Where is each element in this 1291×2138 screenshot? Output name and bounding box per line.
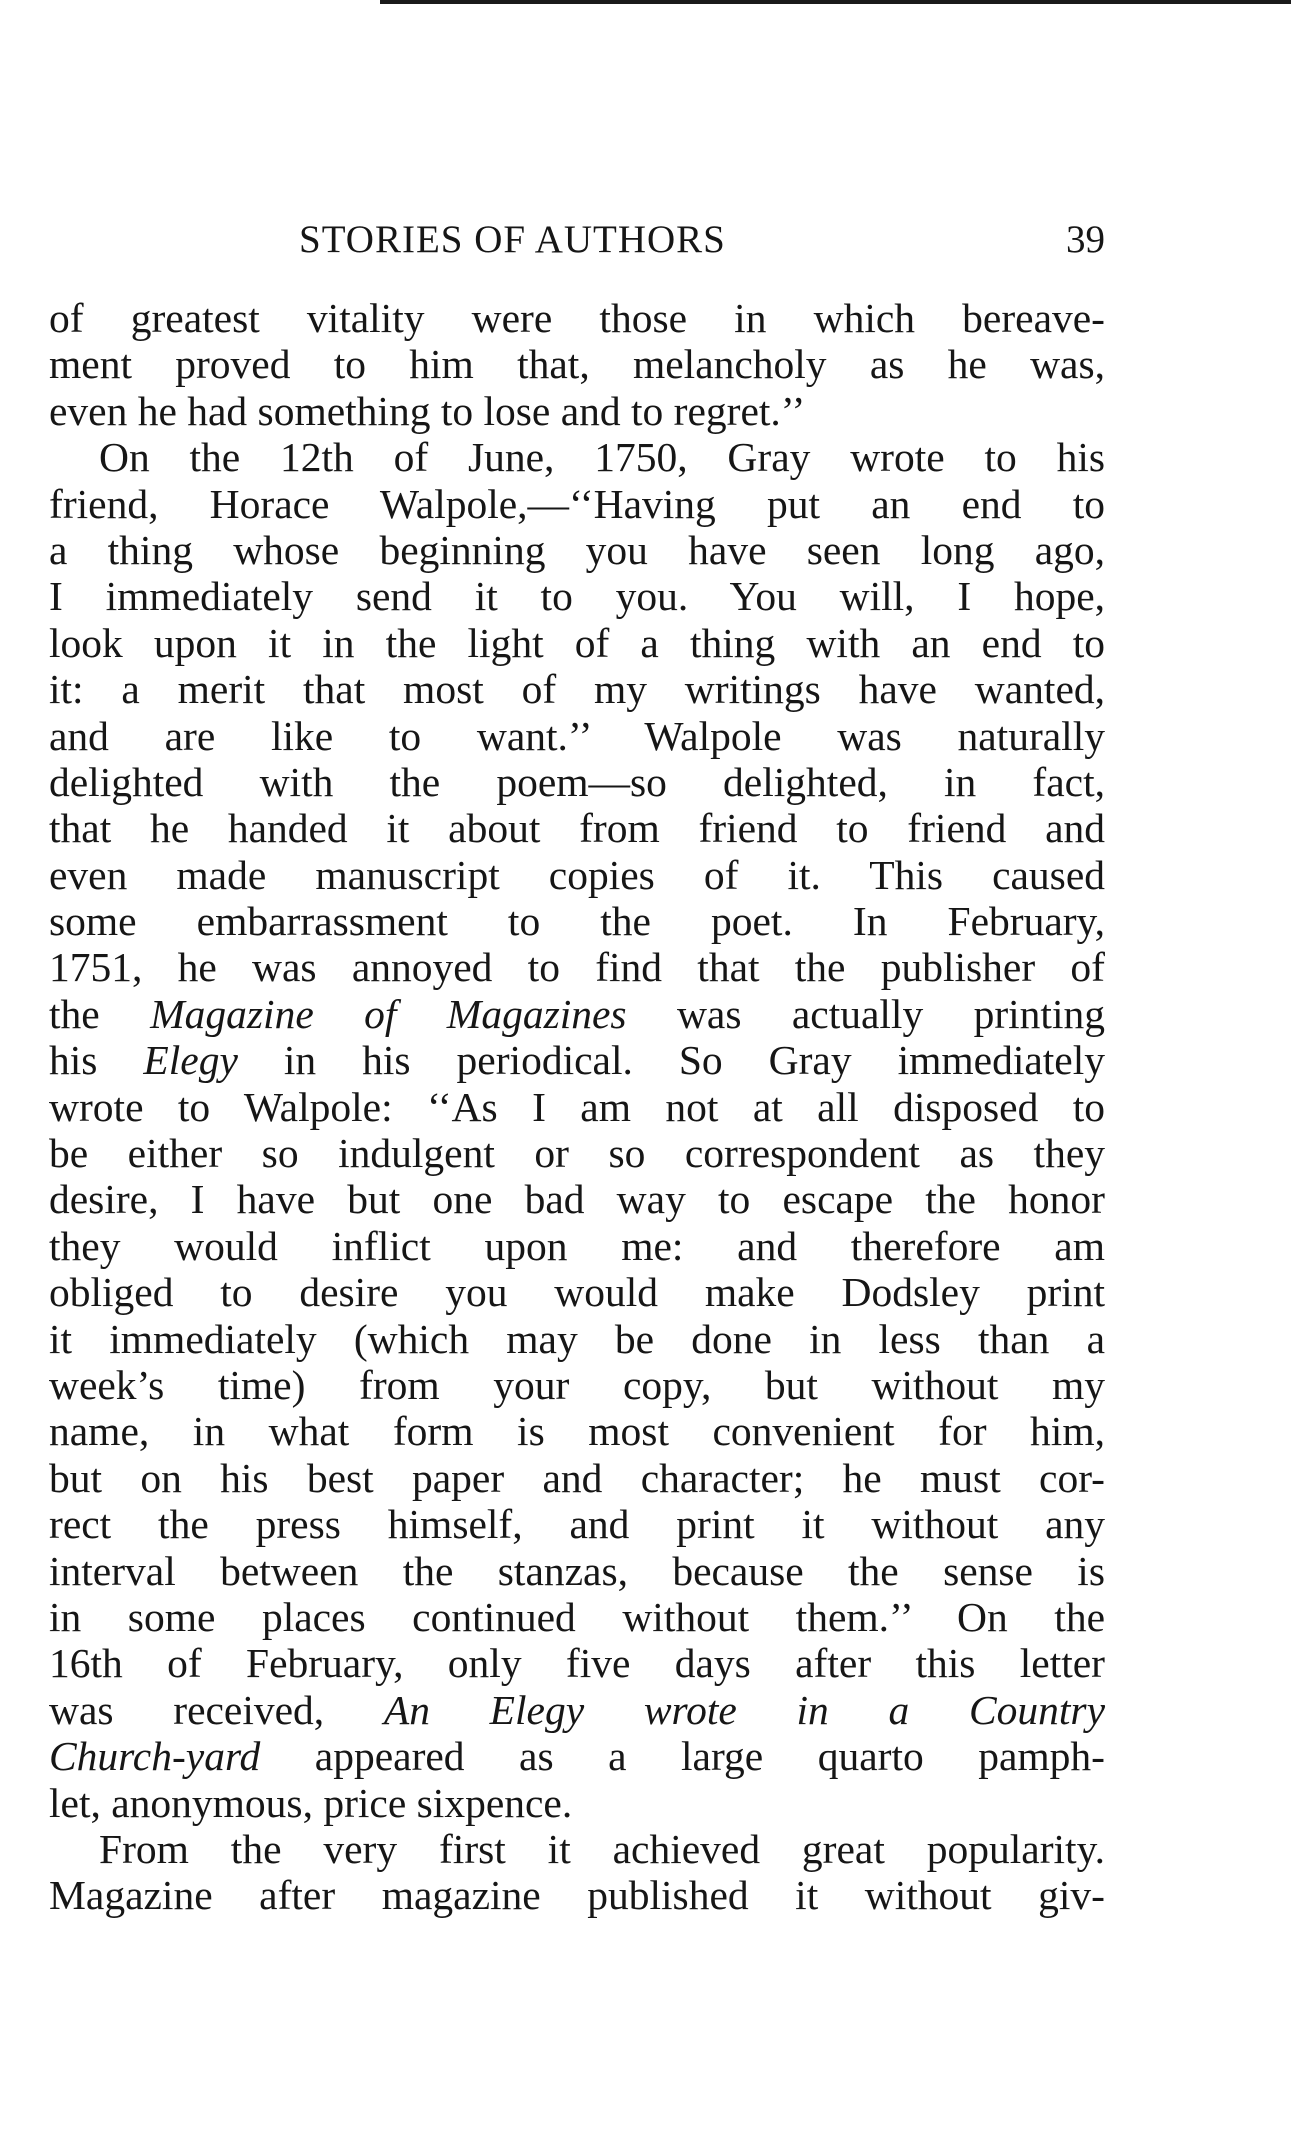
text-segment: look upon it in the light of a thing with an end to	[49, 619, 1105, 666]
text-line	[49, 1408, 1105, 1454]
text-line	[49, 295, 1105, 341]
text-segment: of greatest vitality were those in which bereave-	[49, 295, 1105, 341]
text-segment: From the very first it achieved great popularity.	[99, 1825, 1105, 1872]
text-line	[49, 1872, 1105, 1918]
text-segment: even he had something to lose and to regret.’’	[49, 387, 806, 434]
text-line	[49, 434, 1105, 480]
text-segment: in some places continued without them.’’ On the	[49, 1593, 1105, 1640]
text-line	[49, 944, 1105, 990]
text-segment: week’s time) from your copy, but without my	[49, 1361, 1105, 1408]
text-segment: wrote to Walpole: ‘‘As I am not at all disposed to	[49, 1083, 1105, 1130]
text-segment: and are like to want.’’ Walpole was naturally	[49, 712, 1105, 759]
italic-title-text: Church-yard	[49, 1733, 261, 1780]
page-number: 39	[1066, 218, 1105, 261]
text-segment: the	[49, 990, 151, 1037]
text-segment: his	[49, 1037, 144, 1084]
text-line	[49, 1826, 1105, 1872]
text-segment: Magazine after magazine published it without giv-	[49, 1872, 1105, 1919]
text-segment: name, in what form is most convenient for him,	[49, 1408, 1105, 1455]
text-segment: was actually printing	[626, 990, 1105, 1037]
text-line	[49, 713, 1105, 759]
text-line	[49, 388, 1105, 434]
text-line	[49, 666, 1105, 712]
text-line	[49, 1362, 1105, 1408]
text-segment: rect the press himself, and print it without any	[49, 1501, 1105, 1548]
text-line	[49, 1223, 1105, 1269]
text-segment: interval between the stanzas, because the sense is	[49, 1547, 1105, 1594]
text-segment: desire, I have but one bad way to escape the honor	[49, 1176, 1105, 1223]
text-line	[49, 1594, 1105, 1640]
text-segment: in his periodical. So Gray immediately	[237, 1037, 1106, 1084]
text-line	[49, 1548, 1105, 1594]
text-line	[49, 1130, 1105, 1176]
text-segment: let, anonymous, price sixpence.	[49, 1779, 573, 1826]
italic-title-text: Elegy	[143, 1037, 238, 1084]
text-line	[49, 1501, 1105, 1547]
text-line	[49, 1269, 1105, 1315]
text-line	[49, 1037, 1105, 1083]
top-edge-rule	[380, 0, 1291, 4]
body-text	[49, 295, 1105, 1919]
text-line	[49, 1780, 1105, 1826]
text-segment: was received,	[49, 1686, 384, 1733]
text-segment: but on his best paper and character; he must cor-	[49, 1454, 1105, 1501]
text-segment: it immediately (which may be done in less than a	[49, 1315, 1105, 1362]
text-segment: it: a merit that most of my writings have wanted,	[49, 666, 1105, 713]
text-line	[49, 1640, 1105, 1686]
text-line	[49, 1733, 1105, 1779]
text-segment: 16th of February, only five days after this letter	[49, 1640, 1105, 1687]
text-segment: they would inflict upon me: and therefore am	[49, 1222, 1105, 1269]
italic-title-text: An Elegy wrote in a Country	[383, 1686, 1105, 1733]
text-segment: a thing whose beginning you have seen long ago,	[49, 526, 1105, 573]
text-segment: delighted with the poem—so delighted, in fact,	[49, 758, 1105, 805]
text-segment: appeared as a large quarto pamph-	[260, 1733, 1105, 1780]
text-segment: I immediately send it to you. You will, I hope,	[49, 573, 1105, 620]
text-segment: 1751, he was annoyed to find that the publisher of	[49, 944, 1105, 991]
text-line	[49, 620, 1105, 666]
text-line	[49, 1084, 1105, 1130]
text-segment: that he handed it about from friend to friend and	[49, 805, 1105, 852]
text-segment: even made manuscript copies of it. This caused	[49, 851, 1105, 898]
text-segment: On the 12th of June, 1750, Gray wrote to his	[99, 434, 1105, 481]
text-line	[49, 481, 1105, 527]
text-line	[49, 1455, 1105, 1501]
text-segment: be either so indulgent or so correspondent as they	[49, 1130, 1105, 1177]
text-segment: ment proved to him that, melancholy as he was,	[49, 341, 1105, 388]
text-line	[49, 341, 1105, 387]
text-line	[49, 991, 1105, 1037]
text-line	[49, 852, 1105, 898]
text-segment: some embarrassment to the poet. In February,	[49, 898, 1105, 945]
italic-title-text: Magazine of Magazines	[150, 990, 627, 1037]
text-line	[49, 527, 1105, 573]
text-segment: obliged to desire you would make Dodsley print	[49, 1269, 1105, 1316]
text-line	[49, 1687, 1105, 1733]
running-head	[49, 213, 1105, 269]
text-line	[49, 573, 1105, 619]
text-line	[49, 759, 1105, 805]
text-line	[49, 898, 1105, 944]
text-line	[49, 1176, 1105, 1222]
text-line	[49, 1316, 1105, 1362]
text-segment: friend, Horace Walpole,—‘‘Having put an end to	[49, 480, 1105, 527]
running-title: STORIES OF AUTHORS	[299, 218, 726, 261]
text-line	[49, 805, 1105, 851]
